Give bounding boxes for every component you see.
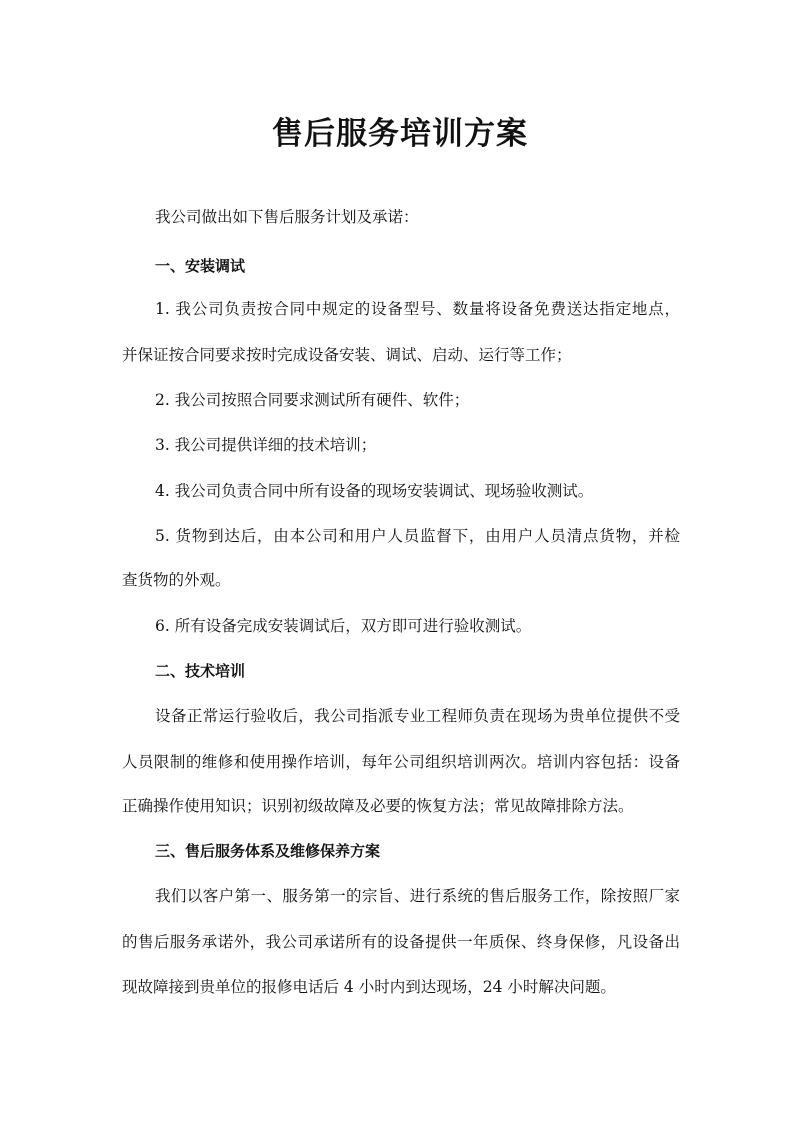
section-heading-installation: 一、安装调试 (155, 257, 246, 275)
installation-item-1-line-1: 1. 我公司负责按合同中规定的设备型号、数量将设备免费送达指定地点， (155, 300, 680, 318)
installation-item-3: 3. 我公司提供详细的技术培训； (155, 436, 377, 454)
training-paragraph-line-2: 人员限制的维修和使用操作培训，每年公司组织培训两次。培训内容包括：设备 (122, 753, 680, 771)
service-paragraph-line-1: 我们以客户第一、服务第一的宗旨、进行系统的售后服务工作，除按照厂家 (155, 887, 680, 905)
service-paragraph-line-2: 的售后服务承诺外，我公司承诺所有的设备提供一年质保、终身保修，凡设备出 (122, 933, 680, 951)
document-title: 售后服务培训方案 (272, 116, 528, 152)
training-paragraph-line-1: 设备正常运行验收后，我公司指派专业工程师负责在现场为贵单位提供不受 (155, 707, 680, 725)
training-paragraph-line-3: 正确操作使用知识；识别初级故障及必要的恢复方法；常见故障排除方法。 (122, 797, 634, 815)
installation-item-5-line-2: 查货物的外观。 (122, 571, 231, 589)
installation-item-4: 4. 我公司负责合同中所有设备的现场安装调试、现场验收测试。 (155, 482, 594, 500)
installation-item-2: 2. 我公司按照合同要求测试所有硬件、软件； (155, 391, 470, 409)
installation-item-5-line-1: 5. 货物到达后，由本公司和用户人员监督下，由用户人员清点货物，并检 (155, 527, 680, 545)
section-heading-training: 二、技术培训 (155, 662, 246, 680)
installation-item-1-line-2: 并保证按合同要求按时完成设备安装、调试、启动、运行等工作； (122, 346, 572, 364)
service-paragraph-line-3: 现故障接到贵单位的报修电话后 4 小时内到达现场，24 小时解决问题。 (122, 978, 616, 996)
installation-item-6: 6. 所有设备完成安装调试后，双方即可进行验收测试。 (155, 617, 532, 635)
intro-paragraph: 我公司做出如下售后服务计划及承诺： (155, 208, 419, 226)
section-heading-service-system: 三、售后服务体系及维修保养方案 (155, 842, 381, 860)
